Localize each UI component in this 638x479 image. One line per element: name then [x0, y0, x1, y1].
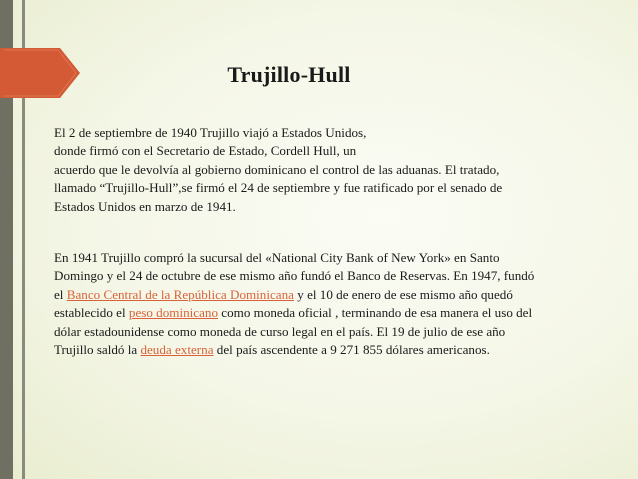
text-line: El 2 de septiembre de 1940 Trujillo viajó a Estados Unidos,: [54, 125, 367, 140]
text-fragment: el: [54, 286, 67, 302]
text-line: [54, 304, 574, 322]
text-fragment: establecido el: [54, 305, 129, 321]
text-line: donde firmó con el Secretario de Estado, Cordell Hull, un: [54, 143, 357, 159]
link-deuda-externa[interactable]: deuda externa: [140, 342, 214, 358]
text-fragment: del país ascendente a 9 271 855 dólares americanos.: [213, 342, 490, 358]
text-line: llamado “Trujillo-Hull”,se firmó el 24 de septiembre y fue ratificado por el senado de: [54, 180, 503, 196]
slide-title: Trujillo-Hull: [227, 62, 351, 87]
text-line: [54, 341, 574, 359]
text-fragment: como moneda oficial , terminando de esa manera el uso del: [218, 305, 533, 321]
text-line: En 1941 Trujillo compró la sucursal del «National City Bank of New York» en Santo: [54, 250, 500, 265]
link-banco-central[interactable]: Banco Central de la República Dominicana: [66, 286, 294, 302]
text-line: Estados Unidos en marzo de 1941.: [54, 198, 236, 214]
text-line: Domingo y el 24 de octubre de ese mismo año fundó el Banco de Reservas. En 1947, fundó: [54, 268, 535, 284]
paragraph-acuerdo: [54, 124, 574, 216]
paragraph-banco: [54, 249, 574, 359]
text-line: dólar estadounidense como moneda de curso legal en el país. El 19 de julio de ese año: [54, 323, 506, 339]
text-line: [54, 286, 574, 304]
text-fragment: Trujillo saldó la: [54, 342, 141, 358]
text-fragment: y el 10 de enero de ese mismo año quedó: [293, 286, 513, 302]
text-line: acuerdo que le devolvía al gobierno dominicano el control de las aduanas. El tratado,: [54, 161, 500, 177]
link-peso-dominicano[interactable]: peso dominicano: [128, 305, 218, 321]
